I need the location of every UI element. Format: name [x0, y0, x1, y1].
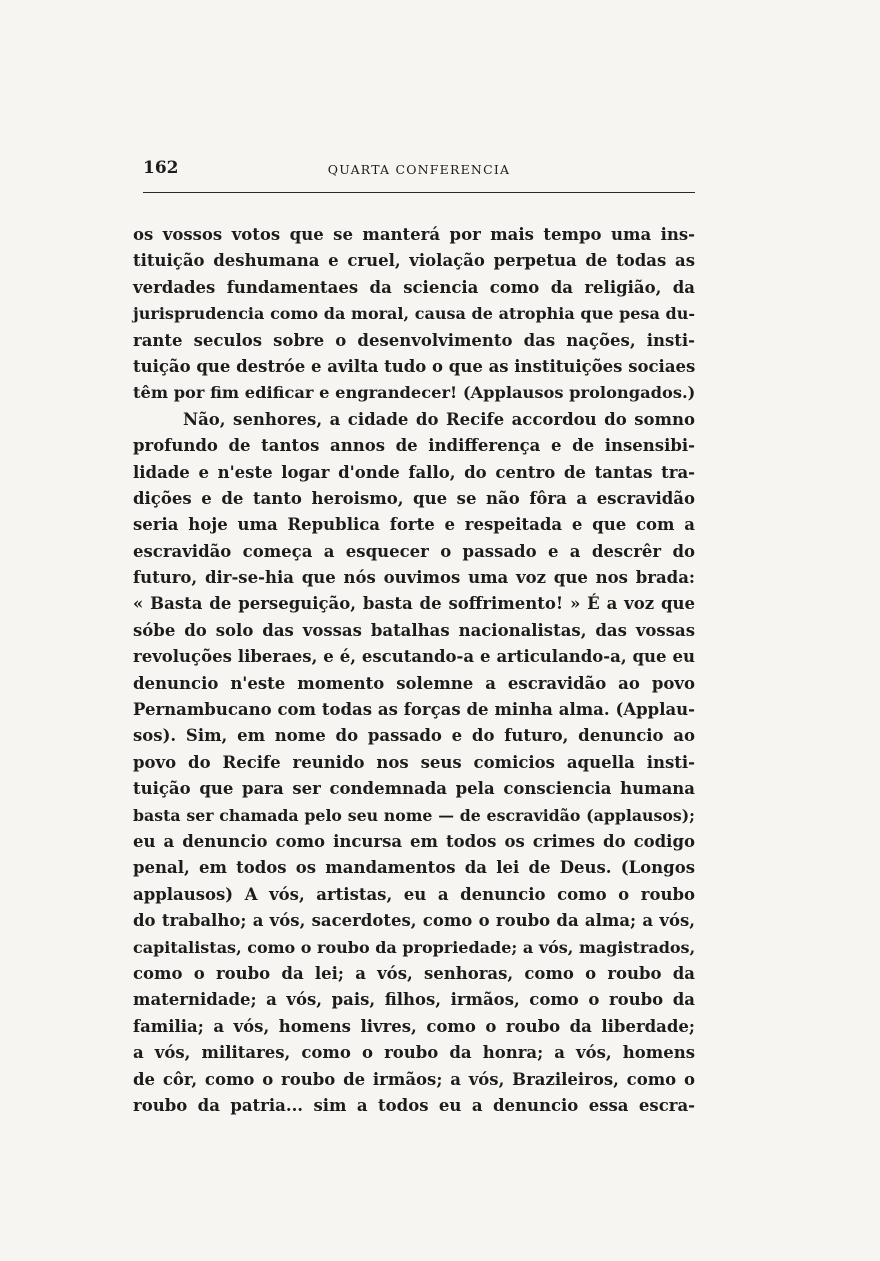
text-line: a vós, militares, como o roubo da honra; a vós, homens [133, 1043, 695, 1063]
text-line: maternidade; a vós, pais, filhos, irmãos, como o roubo da [133, 990, 695, 1010]
text-line: denuncio n'este momento solemne a escravidão ao povo [133, 673, 695, 693]
text-line: dições e de tanto heroismo, que se não fôra a escravidão [133, 488, 695, 508]
text-line: basta ser chamada pelo seu nome — de escravidão (applausos); [133, 805, 695, 825]
text-line: jurisprudencia como da moral, causa de atrophia que pesa du- [133, 304, 695, 324]
text-line: os vossos votos que se manterá por mais tempo uma ins- [133, 225, 695, 244]
text-line: eu a denuncio como incursa em todos os crimes do codigo [133, 831, 695, 851]
text-line: capitalistas, como o roubo da propriedade; a vós, magistrados, [133, 937, 696, 957]
text-line: tuição que destróe e avilta tudo o que as instituições sociaes [133, 356, 696, 376]
text-line: penal, em todos os mandamentos da lei de Deus. (Longos [133, 858, 695, 878]
text-line: revoluções liberaes, e é, escutando-a e articulando-a, que eu [133, 647, 695, 667]
text-line: Não, senhores, a cidade do Recife accordou do somno [183, 409, 695, 429]
text-line: familia; a vós, homens livres, como o roubo da liberdade; [133, 1016, 695, 1036]
text-line: tituição deshumana e cruel, violação perpetua de todas as [133, 251, 695, 271]
text-line: futuro, dir-se-hia que nós ouvimos uma voz que nos brada: [133, 568, 695, 588]
running-header [143, 156, 695, 193]
page-number: 162 [143, 158, 179, 178]
body-text [133, 222, 695, 1119]
text-line: sos). Sim, em nome do passado e do futuro, denuncio ao [133, 726, 695, 746]
text-line: têm por fim edificar e engrandecer! (Applausos prolongados.) [133, 383, 696, 403]
text-line: tuição que para ser condemnada pela consciencia humana [133, 779, 695, 799]
text-line: lidade e n'este logar d'onde fallo, do centro de tantas tra- [133, 462, 695, 482]
text-line: « Basta de perseguição, basta de soffrimento! » É a voz que [133, 594, 695, 614]
text-line: povo do Recife reunido nos seus comicios aquella insti- [133, 752, 695, 772]
text-line: verdades fundamentaes da sciencia como da religião, da [133, 277, 695, 297]
text-line: seria hoje uma Republica forte e respeitada e que com a [133, 515, 695, 535]
text-line: Pernambucano com todas as forças de minha alma. (Applau- [133, 700, 695, 720]
text-line: rante seculos sobre o desenvolvimento das nações, insti- [133, 330, 695, 350]
text-line: sóbe do solo das vossas batalhas nacionalistas, das vossas [133, 620, 695, 640]
text-line: profundo de tantos annos de indifferença e de insensibi- [133, 436, 695, 456]
text-line: do trabalho; a vós, sacerdotes, como o roubo da alma; a vós, [133, 911, 695, 931]
text-line: escravidão começa a esquecer o passado e a descrêr do [133, 541, 695, 561]
chapter-title: QUARTA CONFERENCIA [327, 162, 511, 177]
text-line: de côr, como o roubo de irmãos; a vós, Brazileiros, como o [133, 1069, 695, 1089]
text-line: como o roubo da lei; a vós, senhoras, como o roubo da [133, 963, 695, 983]
text-line: roubo da patria... sim a todos eu a denuncio essa escra- [133, 1095, 695, 1115]
text-line: applausos) A vós, artistas, eu a denuncio como o roubo [133, 884, 695, 904]
